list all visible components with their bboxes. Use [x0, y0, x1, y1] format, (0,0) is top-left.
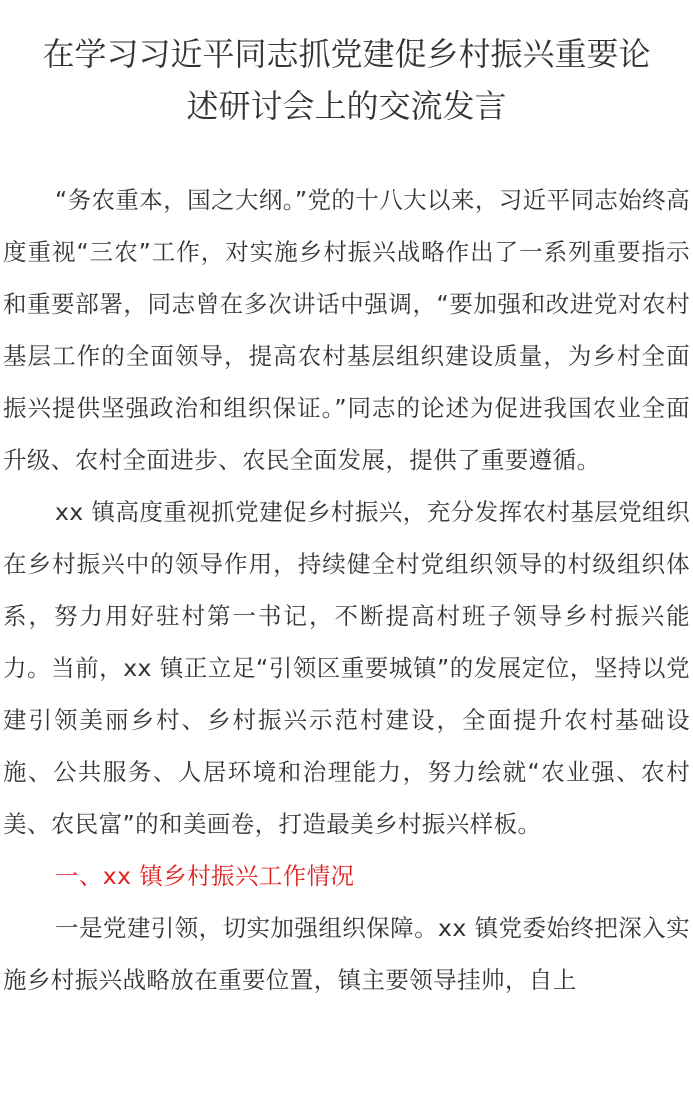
document-title	[0, 0, 693, 132]
section-heading: 一、xx 镇乡村振兴工作情况	[55, 862, 355, 890]
document-body	[0, 174, 693, 1006]
document-title-line-2: 述研讨会上的交流发言	[186, 87, 507, 125]
paragraph-town-overview: xx 镇高度重视抓党建促乡村振兴，充分发挥农村基层党组织在乡村振兴中的领导作用，持续健全村党组织领导的村级组织体系，努力用好驻村第一书记，不断提高村班子领导乡村振兴能力。当前，xx 镇正立足“引领区重要城镇”的发展定位，坚持以党建引领美丽乡村、乡村振兴示范村建设，全面提升农村基础设施、公共服务、人居环境和治理能力，努力绘就“农业强、农村美、农民富”的和美画卷，打造最美乡村振兴样板。	[3, 498, 690, 838]
paragraph-party-leadership: 一是党建引领，切实加强组织保障。xx 镇党委始终把深入实施乡村振兴战略放在重要位置，镇主要领导挂帅，自上	[3, 914, 690, 994]
document-title-line-1: 在学习习近平同志抓党建促乡村振兴重要论	[42, 35, 651, 73]
paragraph-intro: “务农重本，国之大纲。”党的十八大以来，习近平同志始终高度重视“三农”工作，对实施乡村振兴战略作出了一系列重要指示和重要部署，同志曾在多次讲话中强调，“要加强和改进党对农村基层工作的全面领导，提高农村基层组织建设质量，为乡村全面振兴提供坚强政治和组织保证。”同志的论述为促进我国农业全面升级、农村全面进步、农民全面发展，提供了重要遵循。	[3, 186, 690, 474]
